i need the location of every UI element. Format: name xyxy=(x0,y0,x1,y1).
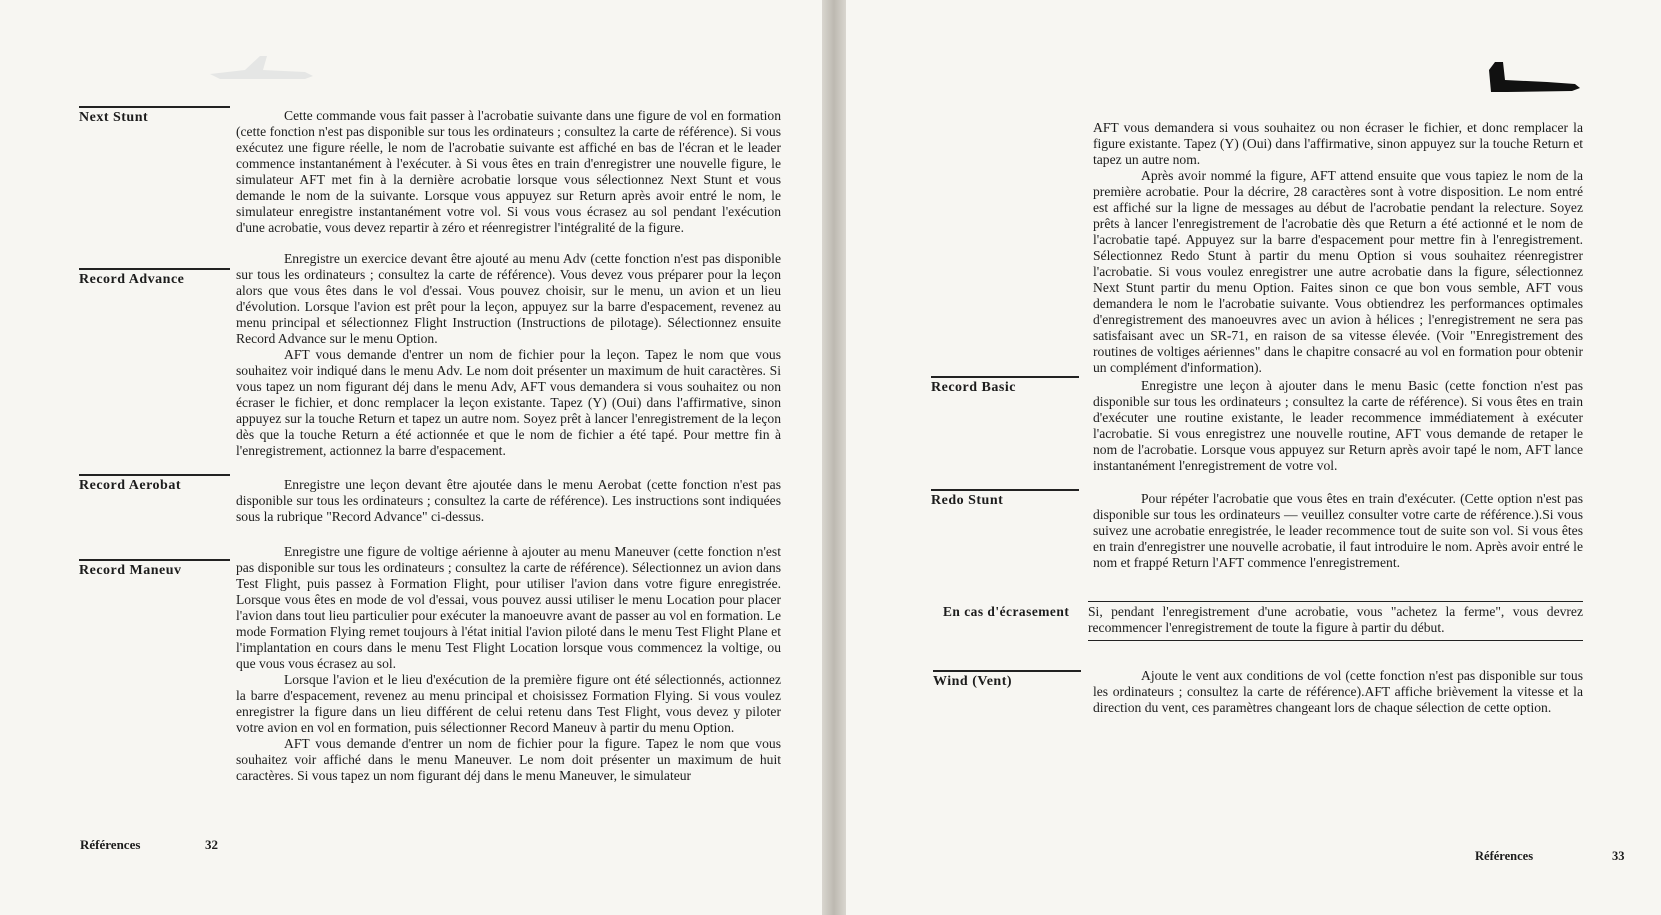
section-body-record-aerobat: Enregistre une leçon devant être ajoutée dans le menu Aerobat (cette fonction n'est pas disponible sur tous les ordinateurs ; consultez la carte de référence). Les instructions sont indiquées sous la rubrique "Record Advance" ci-dessus. xyxy=(236,477,781,524)
section-body-next-stunt: Cette commande vous fait passer à l'acrobatie suivante dans une figure de vol en formation (cette fonction n'est pas disponible sur tous les ordinateurs ; consultez la carte de référence). Si vous exécutez une figure réelle, le nom de l'acrobatie suivante est affiché en bas de l'écran et le leader commence instantanément à l'exécuter. à Si vous êtes en train d'enregistrer une nouvelle figure, le simulateur AFT met fin à la dernière acrobatie lorsque vous sélectionnez Next Stunt et vous demande le nom de la suivante. Lorsque vous appuyez sur Return après avoir entré le nom, le simulateur enregistre instantanément votre vol. Si vous vous écrasez au sol pendant l'exécution d'une acrobatie, vous devez repartir à zéro et réenregistrer l'intégralité de la figure. xyxy=(236,108,781,235)
section-heading-record-advance: Record Advance xyxy=(79,272,184,288)
section-heading-next-stunt: Next Stunt xyxy=(79,110,148,126)
left-page xyxy=(0,0,822,915)
page-number: 32 xyxy=(205,837,218,852)
section-body-record-maneuv: Enregistre une figure de voltige aérienne à ajouter au menu Maneuver (cette fonction n'est pas disponible sur tous les ordinateurs ; consultez la carte de référence). Sélectionnez un avion dans Test Flight, puis passez à Formation Flight, pour utiliser l'avion dans votre figure enregistrée. Lorsque vous êtes en mode de vol d'essai, vous pouvez aussi utiliser le menu Location pour placer l'avion dans tout lieu particulier pour exécuter la manoeuvre avant de passer au vol en formation. Le mode Formation Flying remet toujours à l'état initial l'avion piloté dans le menu Test Flight Plane et l'implantation en cours dans le menu Test Flight Location lorsque vous commencez la voltige, ou que vous vous écrasez au sol. Lorsque l'avion et le lieu d'exécution de la première figure ont été sélectionnés, actionnez la barre d'espacement, revenez au menu principal et choisissez Formation Flying. Si vous voulez enregistrer la figure dans un lieu différent de celui retenu dans Test Flight, vous devez y piloter votre avion en vol en formation, puis sélectionner Record Maneuv à partir du menu Option. AFT vous demande d'entrer un nom de fichier pour la figure. Tapez le nom que vous souhaitez voir affiché dans le menu Maneuver. Le nom doit présenter un maximum de huit caractères. Si vous tapez un nom figurant déj dans le menu Maneuver, le simulateur xyxy=(236,544,781,783)
footer-references-label: Références xyxy=(80,837,141,852)
jet-silhouette-icon xyxy=(1487,58,1582,100)
footer-references-label-right: Références xyxy=(1475,849,1534,863)
book-gutter xyxy=(822,0,846,915)
section-body-redo-stunt: Pour répéter l'acrobatie que vous êtes en train d'exécuter. (Cette option n'est pas disponible sur tous les ordinateurs — veuillez consulter votre carte de référence.).Si vous suivez une acrobatie enregistrée, le leader recommence tout de suite son vol. Si vous êtes en train d'enregistrer une nouvelle acrobatie, il faut introduire le nom. Après avoir entré le nom et frappé Return l'AFT commence l'enregistrement. xyxy=(1093,491,1583,570)
section-body-wind: Ajoute le vent aux conditions de vol (cette fonction n'est pas disponible sur tous les ordinateurs ; consultez la carte de référence).AFT affiche brièvement la vitesse et la direction du vent, ces paramètres changeant lors de chaque sélection de cette option. xyxy=(1093,668,1583,715)
page-number-right: 33 xyxy=(1612,849,1625,863)
section-heading-record-aerobat: Record Aerobat xyxy=(79,478,181,494)
crash-note-heading: En cas d'écrasement xyxy=(943,604,1070,619)
section-heading-wind: Wind (Vent) xyxy=(933,674,1012,690)
section-body-record-basic: Enregistre une leçon à ajouter dans le menu Basic (cette fonction n'est pas disponible sur tous les ordinateurs ; consultez la carte de référence). Si vous êtes en train d'exécuter une routine existante, le leader recommence immédiatement à exécuter l'acrobatie. Si vous enregistrez une nouvelle routine, AFT vous demande de retaper le nom de l'acrobatie. Lorsque vous appuyez sur Return après avoir tapé le nom, AFT lance instantanément l'enregistrement de votre vol. xyxy=(1093,378,1583,473)
right-intro-body: AFT vous demandera si vous souhaitez ou non écraser le fichier, et donc remplacer la figure existante. Tapez (Y) (Oui) dans l'affirmative, sinon appuyez sur la touche Return et tapez un autre nom. Après avoir nommé la figure, AFT attend ensuite que vous tapiez le nom de la première acrobatie. Pour la décrire, 28 caractères sont à votre disposition. Le nom entré est affiché sur la ligne de messages au début de l'acrobatie pendant la relecture. Soyez prêts à lancer l'enregistrement de l'acrobatie dès que Return a été actionné et le nom de l'acrobatie tapé. Appuyez sur la barre d'espacement pour mettre fin à l'enregistrement. Sélectionnez Redo Stunt à partir du menu Option si vous souhaitez réenregistrer l'acrobatie. Si vous voulez enregistrer une autre acrobatie dans la figure, sélectionnez Next Stunt partir du menu Option. Faites sinon ce que bon vous semble, AFT vous demandera le nom le l'acrobatie suivante. Vous obtiendrez les performances optimales d'enregistrement des manoeuvres avec un avion à hélices ; l'enregistrement ne sera pas satisfaisant avec un SR-71, en raison de sa vitesse élevée. (Voir "Enregistrement des routines de voltiges aériennes" dans le chapitre consacré au vol en formation pour obtenir un complément d'information). xyxy=(1093,120,1583,375)
crash-note-text: Si, pendant l'enregistrement d'une acrobatie, vous "achetez la ferme", vous devrez recommencer l'enregistrement de toute la figure à partir du début. xyxy=(1088,604,1583,635)
section-heading-redo-stunt: Redo Stunt xyxy=(931,493,1003,509)
section-heading-record-maneuv: Record Maneuv xyxy=(79,563,182,579)
section-body-record-advance: Enregistre un exercice devant être ajouté au menu Adv (cette fonction n'est pas disponible sur tous les ordinateurs ; consultez la carte de référence). Vous devez vous préparer pour la leçon alors que vous êtes dans le vol d'essai. Vous pouvez choisir, sur le menu, un avion et un lieu d'évolution. Lorsque l'avion est prêt pour la leçon, appuyez sur la barre d'espacement, revenez au menu principal et sélectionnez Flight Instruction (Instructions de pilotage). Sélectionnez ensuite Record Advance sur le menu Option. AFT vous demande d'entrer un nom de fichier pour la leçon. Tapez le nom que vous souhaitez voir indiqué dans le menu Adv. Le nom doit présenter un maximum de huit caractères. Si vous tapez un nom figurant déj dans le menu Adv, AFT vous demandera si vous souhaitez ou non écraser le fichier, et donc remplacer la leçon existante. Tapez (Y) (Oui) dans l'affirmative, sinon appuyez sur la touche Return et tapez un autre nom. Soyez prêt à lancer l'enregistrement de la leçon dès que la touche Return a été actionnée et que le nom de fichier a été tapé. Pour mettre fin à l'enregistrement, actionnez la barre d'espacement. xyxy=(236,251,781,458)
section-heading-record-basic: Record Basic xyxy=(931,380,1016,396)
jet-silhouette-faded-icon xyxy=(205,52,315,86)
crash-note-box xyxy=(1088,604,1583,636)
